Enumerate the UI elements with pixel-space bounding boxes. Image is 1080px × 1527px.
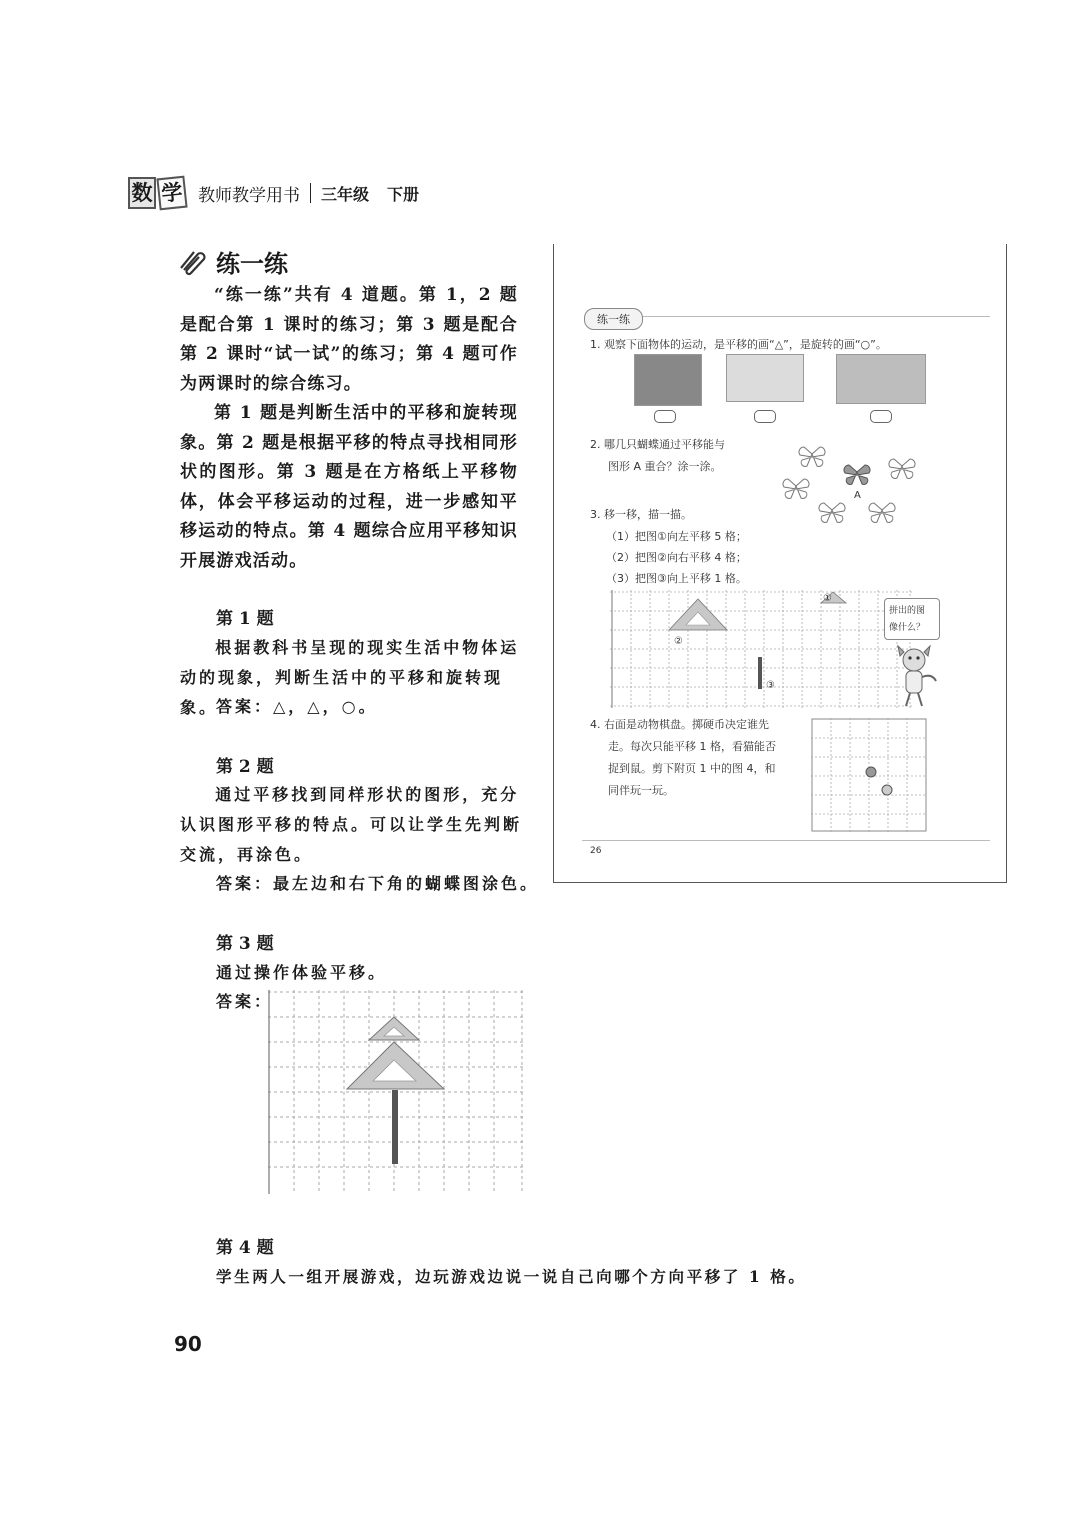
intro-paragraph: “练一练”共有 4 道题。第 1，2 题是配合第 1 课时的练习；第 3 题是配合第 2 课时“试一试”的练习；第 4 题可作为两课时的综合练习。: [180, 285, 518, 394]
header-separator: [310, 183, 311, 203]
bubble-line-2: 像什么？: [889, 623, 926, 633]
tab-rule: [616, 316, 990, 317]
grid-mark-3: ③: [766, 680, 775, 691]
textbook-q4-line2: 走。每次只能平移 1 格，看猫能否: [608, 740, 776, 753]
answer-box-2[interactable]: [754, 410, 776, 423]
cartoon-dog-icon: [892, 644, 942, 710]
q3-text: 通过操作体验平移。: [216, 963, 388, 982]
q4-text: 学生两人一组开展游戏，边玩游戏边说一说自己向哪个方向平移了 1 格。: [216, 1267, 807, 1286]
q3-grid: [610, 590, 912, 708]
photo-window: [634, 354, 702, 406]
answer-box-3[interactable]: [870, 410, 892, 423]
textbook-page: [553, 244, 1007, 883]
header-grade: 三年级: [321, 184, 370, 204]
section-title: [178, 244, 288, 279]
textbook-q3-item2: （2）把图②向右平移 4 格；: [606, 551, 747, 564]
photo-piano: [726, 354, 804, 402]
textbook-tab: 练一练: [584, 308, 643, 330]
header-char-xue: 学: [156, 176, 187, 211]
q3-answer-label: 答案：: [216, 992, 274, 1011]
q1-text: 根据教科书呈现的现实生活中物体运动的现象，判断生活中的平移和旋转现象。: [180, 638, 520, 717]
overview-paragraph: 第 1 题是判断生活中的平移和旋转现象。第 2 题是根据平移的特点寻找相同形状的图形。第 3 题是在方格纸上平移物体，体会平移运动的过程，进一步感知平移运动的特点。第 4 题综合应用平移知识开展游戏活动。: [180, 403, 518, 571]
speech-bubble: [884, 598, 940, 640]
q2-heading: 第 2 题: [216, 757, 274, 777]
textbook-q2-line1: 2. 哪几只蝴蝶通过平移能与: [590, 438, 725, 451]
textbook-page-number: 26: [590, 846, 602, 856]
textbook-q2-line2: 图形 A 重合？涂一涂。: [608, 460, 722, 473]
photo-helicopter: [836, 354, 926, 404]
grid-mark-1: ①: [823, 593, 832, 604]
bubble-line-1: 拼出的图: [889, 606, 926, 616]
q2-answer: 答案：最左边和右下角的蝴蝶图涂色。: [216, 874, 540, 893]
textbook-q4-line1: 4. 右面是动物棋盘。掷硬币决定谁先: [590, 718, 769, 731]
section-title-text: 练一练: [216, 250, 288, 278]
textbook-q4-line3: 捉到鼠。剪下附页 1 中的图 4，和: [608, 762, 776, 775]
answer-box-1[interactable]: [654, 410, 676, 423]
butterflies-figure: [782, 440, 932, 528]
textbook-q4-line4: 同伴玩一玩。: [608, 784, 674, 797]
q3-heading: 第 3 题: [216, 934, 274, 954]
textbook-q1: 1. 观察下面物体的运动，是平移的画“△”，是旋转的画“○”。: [590, 338, 887, 351]
textbook-q3-title: 3. 移一移，描一描。: [590, 508, 692, 521]
grid-mark-2: ②: [674, 636, 683, 647]
q4-heading: 第 4 题: [216, 1238, 274, 1258]
q1-answer: 答案：△，△，○。: [216, 697, 378, 716]
paperclip-icon: [178, 248, 210, 276]
q1-heading: 第 1 题: [216, 609, 274, 629]
page-number: 90: [174, 1332, 202, 1356]
header-volume: 下册: [387, 184, 420, 204]
header-char-shu: 数: [128, 177, 156, 209]
animal-chessboard: [811, 718, 927, 832]
page-header: [128, 176, 419, 210]
footer-rule: [582, 840, 990, 841]
q2-text: 通过平移找到同样形状的图形，充分认识图形平移的特点。可以让学生先判断交流，再涂色。: [180, 785, 523, 864]
butterfly-a-label: A: [854, 490, 861, 501]
header-book-title: 教师教学用书: [198, 185, 300, 206]
q3-answer-grid: [268, 990, 524, 1194]
textbook-q3-item1: （1）把图①向左平移 5 格；: [606, 530, 747, 543]
textbook-q3-item3: （3）把图③向上平移 1 格。: [606, 572, 747, 585]
